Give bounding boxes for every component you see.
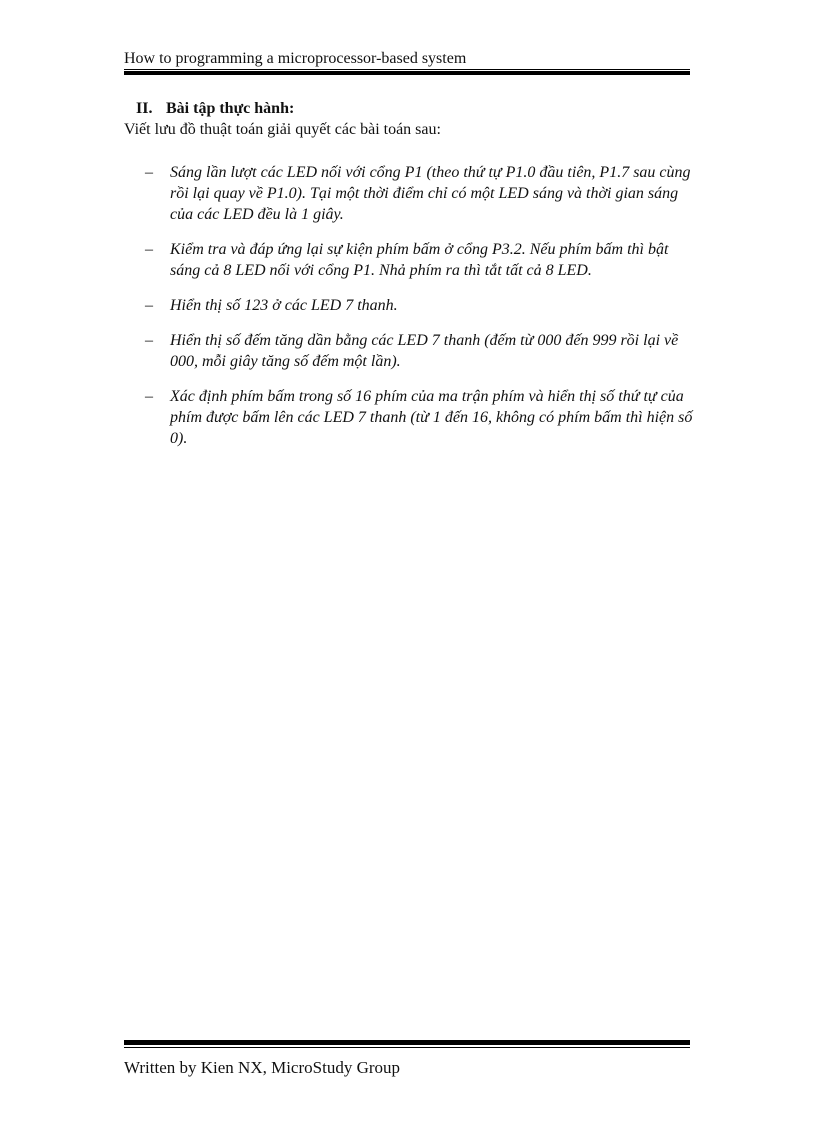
header-rule-thick: [124, 71, 690, 75]
intro-text: Viết lưu đồ thuật toán giải quyết các bài toán sau:: [124, 121, 441, 138]
list-item: [145, 330, 693, 372]
task-text: Sáng lần lượt các LED nối với cổng P1 (theo thứ tự P1.0 đầu tiên, P1.7 sau cùng rồi lại quay về P1.0). Tại một thời điểm chỉ có một LED sáng và thời gian sáng của các LED đều là 1 giây.: [170, 164, 691, 223]
task-text: Xác định phím bấm trong số 16 phím của ma trận phím và hiển thị số thứ tự của phím được bấm lên các LED 7 thanh (từ 1 đến 16, không có phím bấm thì hiện số 0).: [170, 388, 693, 447]
bullet-dash: –: [145, 332, 153, 349]
task-text: Hiển thị số đếm tăng dần bằng các LED 7 thanh (đếm từ 000 đến 999 rồi lại về 000, mỗi giây tăng số đếm một lần).: [170, 332, 679, 370]
page-header: [124, 50, 690, 75]
header-rule-thin: [124, 69, 690, 70]
bullet-dash: –: [145, 241, 153, 258]
bullet-dash: –: [145, 297, 153, 314]
section-heading: [136, 99, 294, 119]
bullet-dash: –: [145, 388, 153, 405]
list-item: [145, 295, 693, 316]
list-item: [145, 239, 693, 281]
task-list: [145, 162, 693, 463]
bullet-dash: –: [145, 164, 153, 181]
footer-credit: Written by Kien NX, MicroStudy Group: [124, 1058, 401, 1077]
section-title: Bài tập thực hành:: [166, 100, 295, 117]
header-title: How to programming a microprocessor-based system: [124, 50, 467, 67]
task-text: Hiển thị số 123 ở các LED 7 thanh.: [170, 297, 398, 314]
footer-rule-thin: [124, 1047, 690, 1048]
section-number: II.: [136, 100, 153, 117]
page-footer: [124, 1040, 690, 1078]
list-item: [145, 162, 693, 225]
footer-rule-thick: [124, 1040, 690, 1045]
task-text: Kiểm tra và đáp ứng lại sự kiện phím bấm ở cổng P3.2. Nếu phím bấm thì bật sáng cả 8 LED nối với cổng P1. Nhả phím ra thì tắt tất cả 8 LED.: [170, 241, 669, 279]
list-item: [145, 386, 693, 449]
